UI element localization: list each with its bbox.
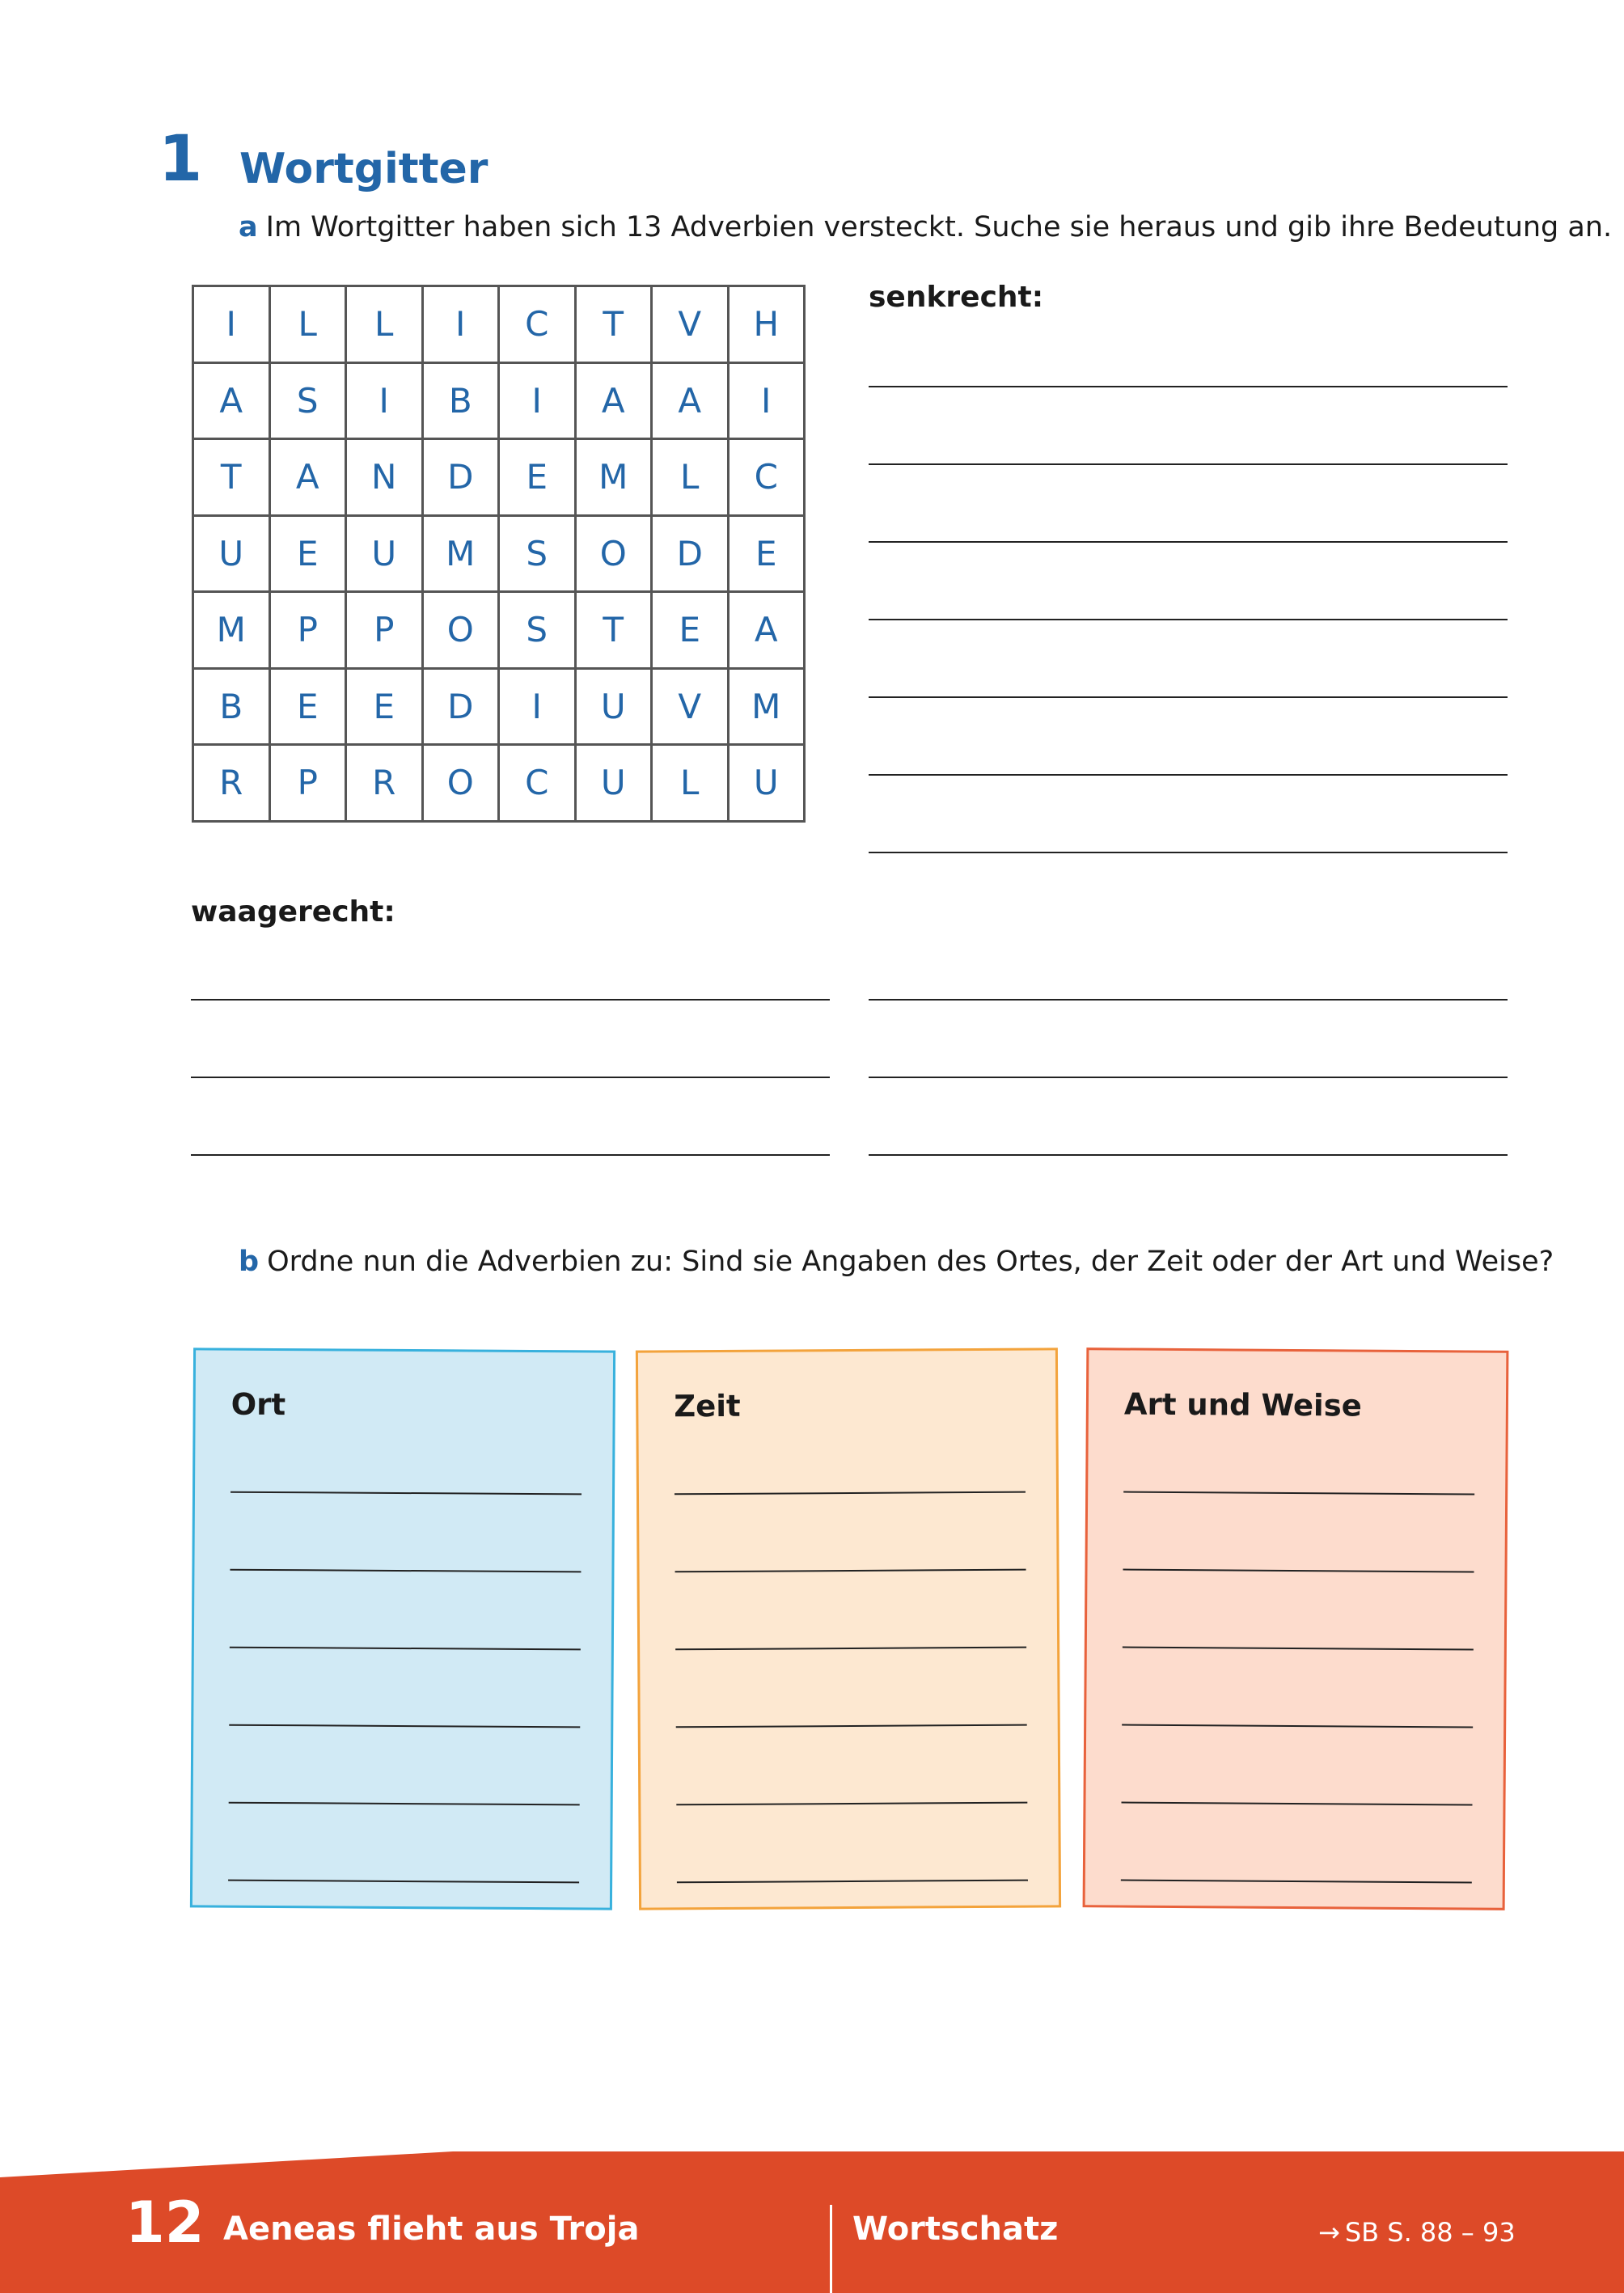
answer-line-art-und-weise[interactable] <box>1123 1569 1474 1573</box>
label-waagerecht: waagerecht: <box>191 895 395 929</box>
instruction-a-text: Im Wortgitter haben sich 13 Adverbien versteckt. Suche sie heraus und gib ihre Bedeutung an. <box>265 211 1613 243</box>
grid-cell[interactable]: A <box>577 364 653 441</box>
textbook-reference <box>1318 2217 1516 2248</box>
answer-line-art-und-weise[interactable] <box>1121 1879 1472 1883</box>
grid-cell[interactable]: L <box>347 287 424 364</box>
grid-cell[interactable]: E <box>347 670 424 747</box>
grid-cell[interactable]: I <box>500 364 577 441</box>
label-senkrecht: senkrecht: <box>869 281 1044 314</box>
grid-cell[interactable]: D <box>424 440 501 517</box>
grid-cell[interactable]: B <box>424 364 501 441</box>
grid-cell[interactable]: T <box>577 287 653 364</box>
answer-line-ort[interactable] <box>229 1802 580 1806</box>
instruction-a <box>239 211 1613 243</box>
chapter-title: Aeneas flieht aus Troja <box>223 2211 640 2248</box>
page-number: 12 <box>125 2189 205 2256</box>
instruction-b-letter: b <box>239 1246 260 1278</box>
instruction-b <box>239 1248 1554 1276</box>
answer-line-senkrecht[interactable] <box>869 463 1508 465</box>
category-title-art-und-weise: Art und Weise <box>1123 1386 1362 1424</box>
section-title: Wortschatz <box>852 2211 1059 2248</box>
answer-line-zeit[interactable] <box>676 1724 1027 1728</box>
grid-cell[interactable]: T <box>194 440 271 517</box>
grid-cell[interactable]: C <box>500 746 577 823</box>
instruction-b-text: Ordne nun die Adverbien zu: Sind sie Angaben des Ortes, der Zeit oder der Art und Weise? <box>267 1246 1554 1278</box>
answer-line-waagerecht[interactable] <box>869 999 1508 1001</box>
grid-cell[interactable]: E <box>271 517 348 594</box>
category-box-zeit <box>636 1347 1061 1910</box>
grid-cell[interactable]: L <box>271 287 348 364</box>
grid-cell[interactable]: E <box>500 440 577 517</box>
grid-cell[interactable]: M <box>577 440 653 517</box>
grid-cell[interactable]: S <box>271 364 348 441</box>
answer-line-waagerecht[interactable] <box>191 999 830 1001</box>
answer-line-ort[interactable] <box>228 1880 579 1884</box>
grid-cell[interactable]: R <box>194 746 271 823</box>
answer-line-art-und-weise[interactable] <box>1123 1491 1474 1496</box>
answer-line-senkrecht[interactable] <box>869 541 1508 543</box>
grid-cell[interactable]: O <box>424 593 501 670</box>
answer-line-senkrecht[interactable] <box>869 386 1508 387</box>
grid-cell[interactable]: U <box>577 670 653 747</box>
grid-cell[interactable]: L <box>653 440 730 517</box>
grid-cell[interactable]: P <box>347 593 424 670</box>
grid-cell[interactable]: U <box>577 746 653 823</box>
answer-line-ort[interactable] <box>229 1724 580 1728</box>
category-title-zeit: Zeit <box>674 1388 741 1424</box>
grid-cell[interactable]: R <box>347 746 424 823</box>
grid-cell[interactable]: M <box>730 670 806 747</box>
answer-line-art-und-weise[interactable] <box>1123 1647 1474 1651</box>
grid-cell[interactable]: C <box>730 440 806 517</box>
answer-line-waagerecht[interactable] <box>191 1154 830 1156</box>
exercise-number: 1 <box>159 123 203 196</box>
answer-line-senkrecht[interactable] <box>869 774 1508 776</box>
answer-line-zeit[interactable] <box>675 1491 1026 1496</box>
word-search-grid <box>192 285 806 823</box>
instruction-a-letter: a <box>239 211 258 243</box>
arrow-right-icon: → <box>1318 2217 1340 2248</box>
answer-line-zeit[interactable] <box>675 1647 1026 1651</box>
category-box-ort <box>190 1347 615 1910</box>
answer-line-ort[interactable] <box>230 1569 581 1573</box>
exercise-title: Wortgitter <box>239 145 488 193</box>
grid-cell[interactable]: U <box>347 517 424 594</box>
footer-divider <box>830 2205 832 2293</box>
grid-cell[interactable]: I <box>347 364 424 441</box>
grid-cell[interactable]: S <box>500 593 577 670</box>
grid-cell[interactable]: P <box>271 593 348 670</box>
category-box-art-und-weise <box>1083 1347 1509 1910</box>
grid-cell[interactable]: M <box>424 517 501 594</box>
answer-line-art-und-weise[interactable] <box>1122 1724 1473 1728</box>
grid-cell[interactable]: C <box>500 287 577 364</box>
grid-cell[interactable]: E <box>730 517 806 594</box>
grid-cell[interactable]: D <box>424 670 501 747</box>
grid-cell[interactable]: S <box>500 517 577 594</box>
grid-cell[interactable]: I <box>424 287 501 364</box>
answer-line-senkrecht[interactable] <box>869 696 1508 698</box>
grid-cell[interactable]: H <box>730 287 806 364</box>
category-title-ort: Ort <box>230 1386 286 1423</box>
answer-line-ort[interactable] <box>230 1647 581 1651</box>
grid-cell[interactable]: A <box>271 440 348 517</box>
grid-cell[interactable]: E <box>271 670 348 747</box>
answer-line-waagerecht[interactable] <box>869 1154 1508 1156</box>
answer-line-ort[interactable] <box>230 1491 582 1496</box>
grid-cell[interactable]: U <box>730 746 806 823</box>
answer-line-waagerecht[interactable] <box>191 1077 830 1078</box>
grid-cell[interactable]: L <box>653 746 730 823</box>
grid-cell[interactable]: U <box>194 517 271 594</box>
answer-line-art-und-weise[interactable] <box>1121 1802 1472 1806</box>
grid-cell[interactable]: E <box>653 593 730 670</box>
grid-cell[interactable]: O <box>577 517 653 594</box>
grid-cell[interactable]: A <box>730 593 806 670</box>
grid-cell[interactable]: V <box>653 287 730 364</box>
grid-cell[interactable]: B <box>194 670 271 747</box>
grid-cell[interactable]: M <box>194 593 271 670</box>
textbook-reference-text: SB S. 88 – 93 <box>1344 2217 1516 2248</box>
grid-cell[interactable]: P <box>271 746 348 823</box>
answer-line-waagerecht[interactable] <box>869 1077 1508 1078</box>
grid-cell[interactable]: I <box>730 364 806 441</box>
grid-cell[interactable]: V <box>653 670 730 747</box>
grid-cell[interactable]: I <box>500 670 577 747</box>
answer-line-senkrecht[interactable] <box>869 619 1508 620</box>
grid-cell[interactable]: T <box>577 593 653 670</box>
grid-cell[interactable]: I <box>194 287 271 364</box>
grid-cell[interactable]: A <box>194 364 271 441</box>
answer-line-zeit[interactable] <box>676 1802 1027 1806</box>
answer-line-zeit[interactable] <box>675 1569 1026 1573</box>
grid-cell[interactable]: D <box>653 517 730 594</box>
grid-cell[interactable]: N <box>347 440 424 517</box>
answer-line-senkrecht[interactable] <box>869 852 1508 853</box>
answer-line-zeit[interactable] <box>677 1880 1028 1884</box>
grid-cell[interactable]: A <box>653 364 730 441</box>
grid-cell[interactable]: O <box>424 746 501 823</box>
